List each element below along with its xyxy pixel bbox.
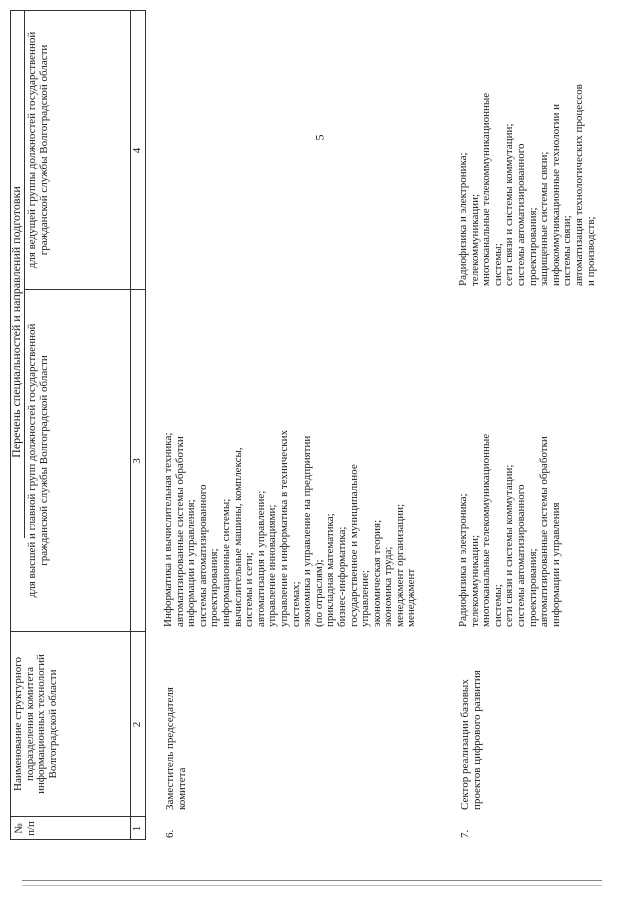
col-number-4: 4: [131, 147, 143, 154]
col1-header: № п/п: [13, 821, 37, 836]
group-header: Перечень специальностей и направлений подготовки: [9, 186, 23, 458]
list-item: проектирования;: [526, 548, 539, 627]
list-item: системы;: [491, 243, 504, 286]
row-7-col4-list: [458, 84, 597, 286]
list-item: Радиофизика и электроника;: [457, 493, 469, 627]
list-item: и производств;: [584, 216, 597, 286]
list-item: экономика труда;: [382, 546, 395, 627]
page-bottom-rule-secondary: [22, 885, 602, 886]
list-item: инфокоммуникационные технологии и: [549, 104, 562, 286]
list-item: информации и управления;: [185, 499, 198, 627]
list-item: автоматизированные системы обработки: [538, 436, 551, 627]
list-item: (по отраслям);: [312, 559, 325, 627]
list-item: системы;: [491, 584, 504, 627]
list-item: менеджмент организации;: [393, 503, 406, 627]
col-number-3: 3: [131, 458, 143, 464]
list-item: прикладная математика;: [324, 513, 337, 627]
list-item: сети связи и системы коммутации;: [503, 464, 516, 627]
list-item: проектирования;: [526, 207, 539, 286]
list-item: системы автоматизированного: [514, 143, 527, 286]
list-item: бизнес-информатика;: [335, 526, 348, 627]
list-item: экономическая теория;: [370, 519, 383, 627]
list-item: информации и управления: [549, 502, 562, 627]
list-item: системы и сети;: [243, 552, 256, 627]
list-item: государственное и муниципальное: [347, 464, 360, 627]
col2-header: Наименование структурного подразделения комитета информационных технологий Волгоградской области: [12, 654, 59, 794]
page-number: 5: [312, 134, 327, 141]
list-item: автоматизация и управление;: [254, 490, 267, 627]
rotated-table: [5, 10, 605, 900]
list-item: системы автоматизированного: [514, 484, 527, 627]
list-item: менеджмент: [405, 568, 418, 627]
list-item: телекоммуникации;: [468, 534, 481, 627]
list-item: телекоммуникации;: [468, 193, 481, 286]
col-number-2: 2: [131, 721, 143, 728]
row-6-col3-list: [163, 430, 418, 627]
page-bottom-rule: [22, 880, 602, 881]
row-7-unit: Сектор реализации базовых проектов цифрового развития: [459, 670, 483, 810]
list-item: управление;: [359, 570, 372, 627]
row-6-unit: Заместитель председателя комитета: [164, 687, 188, 810]
col3-header: для высшей и главной групп должностей государственной гражданской службы Волгоградской области: [26, 323, 50, 598]
col4-header: для ведущей группы должностей государственной гражданской службы Волгоградской области: [26, 31, 50, 269]
row-6-number: 6.: [164, 829, 176, 838]
list-item: автоматизированные системы обработки: [173, 436, 186, 627]
list-item: многоканальные телекоммуникационные: [480, 433, 493, 627]
col-number-1: 1: [131, 825, 143, 832]
row-7-col3-list: [458, 434, 562, 627]
list-item: управление и информатика в технических: [277, 429, 290, 627]
list-item: многоканальные телекоммуникационные: [480, 92, 493, 286]
row-7-number: 7.: [459, 829, 471, 838]
list-item: системы автоматизированного: [196, 484, 209, 627]
list-item: информационные системы;: [219, 498, 232, 627]
list-item: защищенные системы связи;: [538, 151, 551, 286]
list-item: Информатика и вычислительная техника;: [162, 432, 174, 627]
list-item: автоматизация технологических процессов: [572, 84, 585, 286]
list-item: системы связи;: [561, 215, 574, 286]
list-item: управление инновациями;: [266, 504, 279, 627]
list-item: проектирования;: [208, 548, 221, 627]
list-item: сети связи и системы коммутации;: [503, 123, 516, 286]
list-item: экономика и управление на предприятии: [301, 435, 314, 627]
list-item: вычислительные машины, комплексы,: [231, 447, 244, 627]
list-item: системах;: [289, 581, 302, 627]
list-item: Радиофизика и электроника;: [457, 152, 469, 286]
